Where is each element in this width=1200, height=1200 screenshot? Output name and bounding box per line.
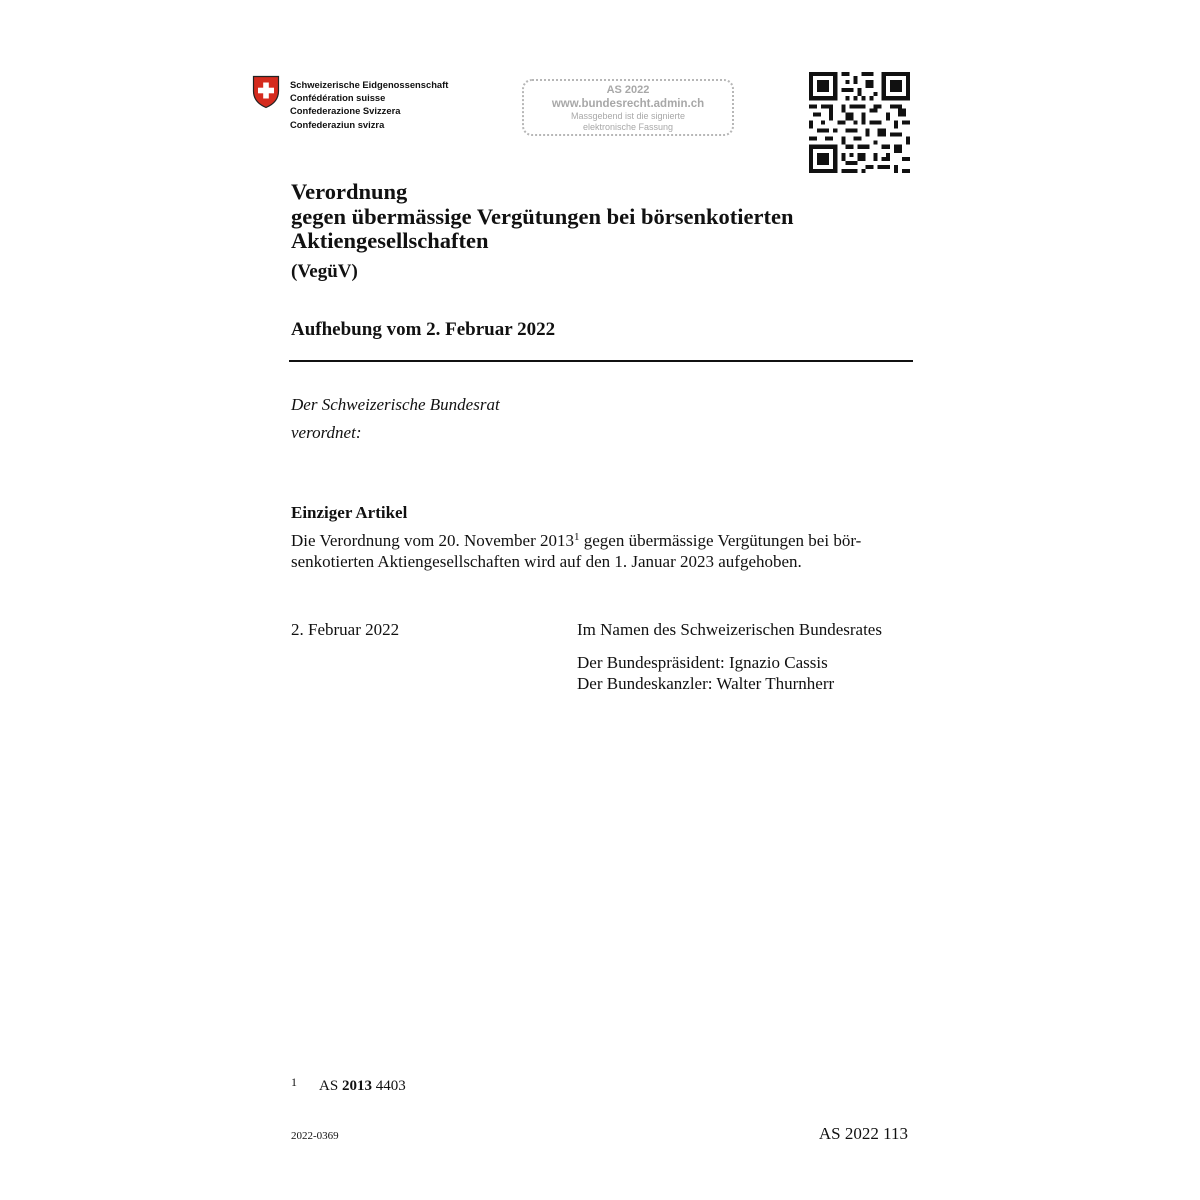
signatories [577,652,834,694]
preamble-line-1: Der Schweizerische Bundesrat [291,395,500,414]
preamble-line-2: verordnet: [291,423,362,442]
signatory-chancellor: Der Bundeskanzler: Walter Thurnherr [577,674,835,693]
article-line-2: senkotierten Aktiengesellschaften wird auf den 1. Januar 2023 aufgehoben. [291,552,802,571]
article-text-part-1: Die Verordnung vom 20. November 2013 [291,531,574,550]
federation-name-de: Schweizerische Eidgenossenschaft [290,79,449,90]
federation-name-rm: Confederaziun svizra [290,118,385,130]
article-line-1 [291,530,911,551]
ordinance-abbreviation: (VegüV) [291,261,358,282]
article-heading: Einziger Artikel [291,503,408,522]
article-text [291,530,911,572]
stamp-collection: AS 2022 [606,84,650,96]
signatory-president: Der Bundespräsident: Ignazio Cassis [577,653,828,672]
footnote-year: 2013 [341,1078,372,1094]
footnote-number: 1 [291,1075,297,1089]
article-text-part-2: gegen übermässige Vergütungen bei bör- [579,531,862,550]
federation-name-it: Confederazione Svizzera [290,105,401,117]
swiss-coat-of-arms-icon [252,75,280,109]
footnote-page: 4403 [371,1078,406,1094]
signature-date: 2. Februar 2022 [291,620,400,639]
title-line-3: Aktiengesellschaften [291,228,489,253]
qr-code-icon[interactable] [809,72,910,173]
title-divider [289,360,913,362]
ordinance-title [291,180,794,254]
footnote-prefix: AS [319,1078,342,1094]
footnote-reference[interactable]: 1 [573,531,580,543]
as-reference: AS 2022 113 [818,1124,908,1143]
stamp-note-1: Massgebend ist die signierte [570,111,686,121]
stamp-note-2: elektronische Fassung [582,122,674,132]
repeal-date-heading: Aufhebung vom 2. Februar 2022 [291,319,556,340]
title-line-1: Verordnung [291,179,408,204]
federal-logo [252,75,448,131]
federation-name-fr: Confédération suisse [290,92,386,104]
document-number: 2022-0369 [291,1130,339,1142]
federation-names [290,78,448,131]
signature-on-behalf: Im Namen des Schweizerischen Bundesrates [577,620,882,639]
official-publication-stamp [522,79,734,136]
title-line-2: gegen übermässige Vergütungen bei börsenkotierten [291,203,794,229]
preamble [291,391,500,447]
footnote [291,1075,406,1095]
stamp-url: www.bundesrecht.admin.ch [551,98,705,110]
